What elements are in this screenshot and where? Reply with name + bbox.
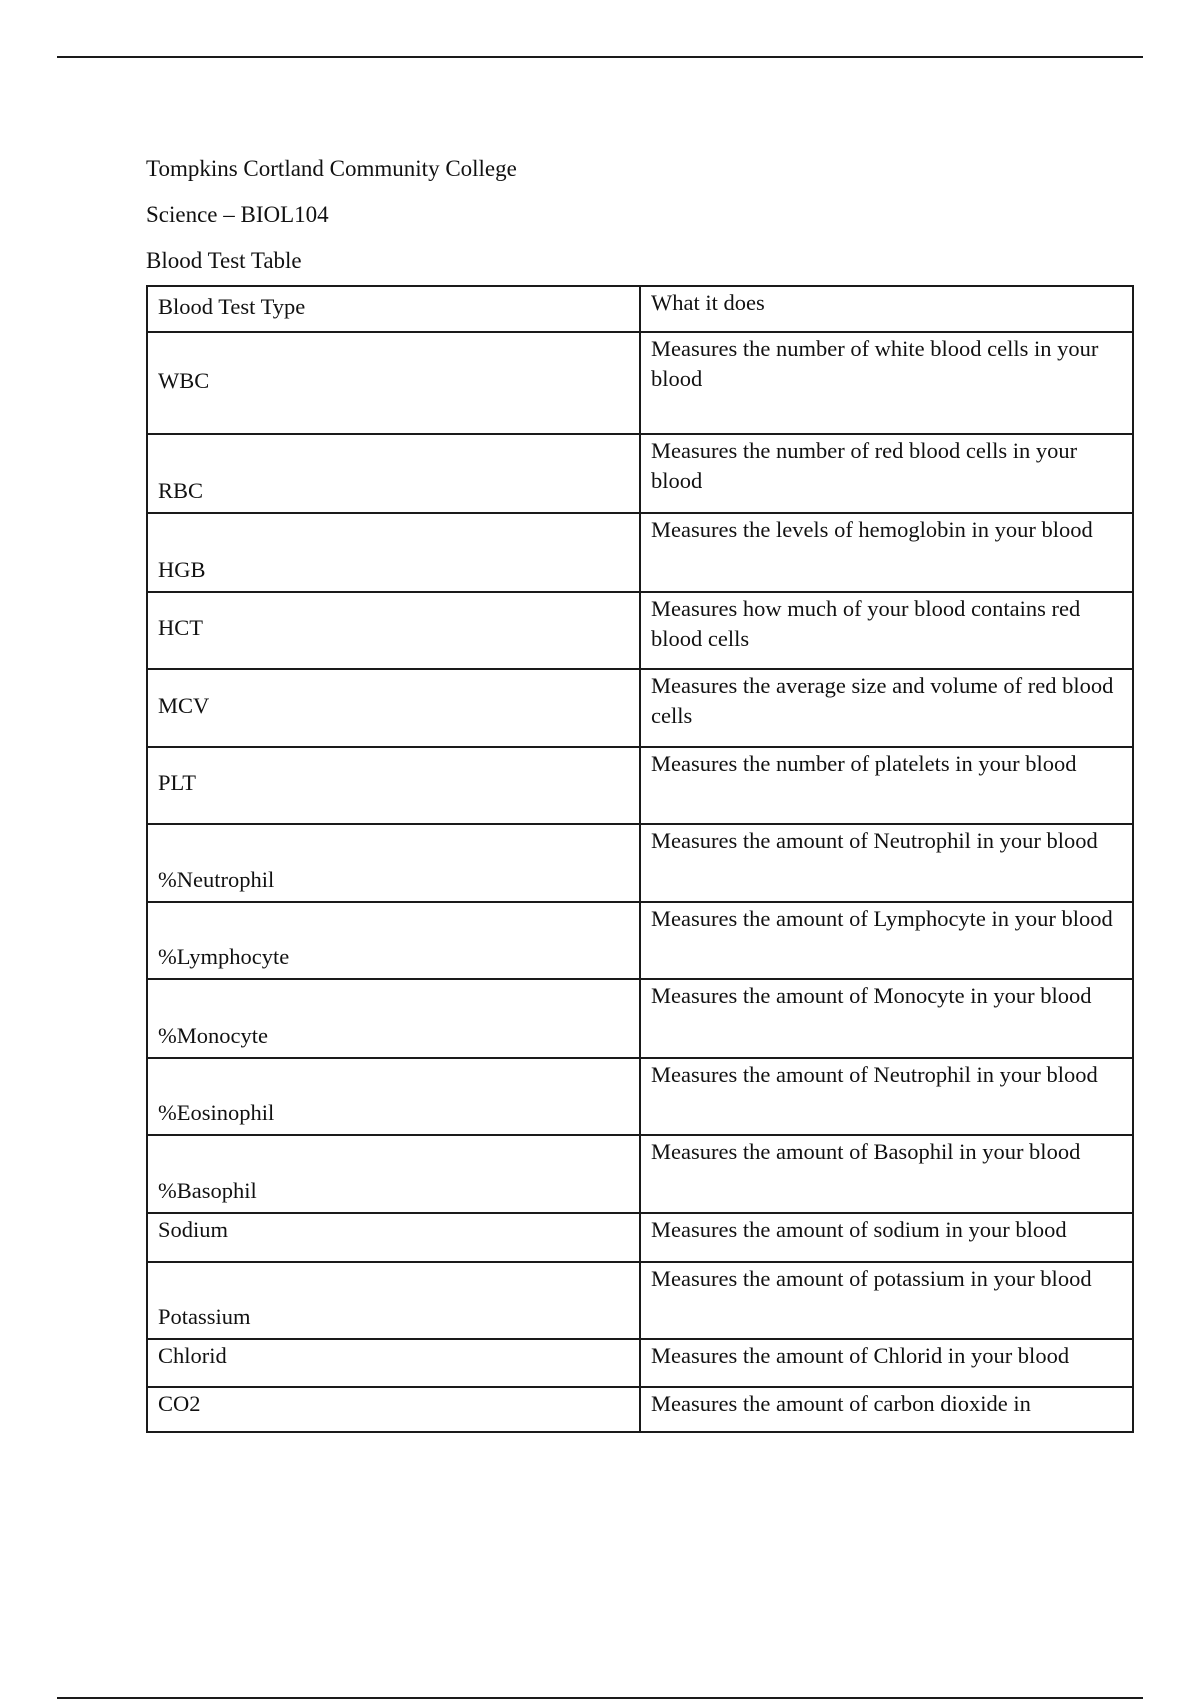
table-row bbox=[147, 824, 1133, 902]
test-type-cell bbox=[147, 434, 640, 513]
test-type-cell bbox=[147, 1058, 640, 1135]
table-row bbox=[147, 1339, 1133, 1387]
top-rule bbox=[57, 56, 1143, 58]
course-name: Science – BIOL104 bbox=[146, 202, 329, 227]
column-header-description: What it does bbox=[640, 286, 1133, 332]
test-type-label: %Lymphocyte bbox=[158, 944, 290, 969]
table-row bbox=[147, 1135, 1133, 1213]
column-header-test-type: Blood Test Type bbox=[147, 286, 640, 332]
test-type-label: %Eosinophil bbox=[158, 1100, 275, 1125]
test-description-cell: Measures the number of red blood cells in your blood bbox=[640, 434, 1133, 513]
test-description-cell: Measures the levels of hemoglobin in your blood bbox=[640, 513, 1133, 592]
bottom-rule bbox=[57, 1697, 1143, 1699]
table-row bbox=[147, 979, 1133, 1058]
table-row bbox=[147, 592, 1133, 669]
test-description-cell: Measures the amount of Neutrophil in your blood bbox=[640, 1058, 1133, 1135]
test-description-cell: Measures how much of your blood contains red blood cells bbox=[640, 592, 1133, 669]
test-type-label: MCV bbox=[158, 692, 210, 718]
table-row bbox=[147, 434, 1133, 513]
test-description-cell: Measures the amount of Lymphocyte in your blood bbox=[640, 902, 1133, 979]
test-description-cell: Measures the amount of Monocyte in your blood bbox=[640, 979, 1133, 1058]
table-row bbox=[147, 669, 1133, 747]
test-type-label: PLT bbox=[158, 770, 196, 795]
test-description-cell: Measures the amount of potassium in your blood bbox=[640, 1262, 1133, 1339]
test-type-cell bbox=[147, 332, 640, 434]
test-type-cell bbox=[147, 513, 640, 592]
test-type-cell bbox=[147, 824, 640, 902]
test-description-cell: Measures the amount of sodium in your blood bbox=[640, 1213, 1133, 1262]
test-type-cell bbox=[147, 747, 640, 824]
test-type-label: %Monocyte bbox=[158, 1023, 268, 1048]
test-description-cell: Measures the number of platelets in your blood bbox=[640, 747, 1133, 824]
test-type-label: Sodium bbox=[158, 1217, 229, 1242]
table-row bbox=[147, 747, 1133, 824]
institution-name: Tompkins Cortland Community College bbox=[146, 156, 517, 181]
table-row bbox=[147, 1387, 1133, 1432]
test-type-cell bbox=[147, 1135, 640, 1213]
document-title: Blood Test Table bbox=[146, 248, 302, 273]
test-type-label: %Basophil bbox=[158, 1178, 257, 1203]
test-type-label: WBC bbox=[158, 367, 210, 393]
test-type-label: CO2 bbox=[158, 1391, 201, 1416]
test-description-cell: Measures the amount of Neutrophil in your blood bbox=[640, 824, 1133, 902]
test-type-label: Potassium bbox=[158, 1304, 251, 1329]
test-type-cell bbox=[147, 1213, 640, 1262]
table-row bbox=[147, 1213, 1133, 1262]
test-type-label: %Neutrophil bbox=[158, 867, 275, 892]
test-type-label: Chlorid bbox=[158, 1343, 227, 1368]
test-type-label: HCT bbox=[158, 615, 203, 640]
table-header-row bbox=[147, 286, 1133, 332]
test-type-cell bbox=[147, 902, 640, 979]
test-type-cell bbox=[147, 669, 640, 747]
test-description-cell: Measures the amount of Basophil in your blood bbox=[640, 1135, 1133, 1213]
test-type-label: RBC bbox=[158, 478, 204, 503]
test-description-cell: Measures the amount of Chlorid in your blood bbox=[640, 1339, 1133, 1387]
table-row bbox=[147, 332, 1133, 434]
table-row bbox=[147, 1262, 1133, 1339]
document-header bbox=[146, 146, 517, 284]
test-description-cell: Measures the number of white blood cells in your blood bbox=[640, 332, 1133, 434]
test-type-cell bbox=[147, 979, 640, 1058]
table-row bbox=[147, 1058, 1133, 1135]
test-type-label: HGB bbox=[158, 557, 206, 582]
test-type-cell bbox=[147, 1262, 640, 1339]
test-type-cell bbox=[147, 592, 640, 669]
blood-test-table bbox=[146, 285, 1134, 1433]
test-type-cell bbox=[147, 1387, 640, 1432]
table-row bbox=[147, 902, 1133, 979]
test-description-cell: Measures the amount of carbon dioxide in bbox=[640, 1387, 1133, 1432]
table-row bbox=[147, 513, 1133, 592]
test-description-cell: Measures the average size and volume of red blood cells bbox=[640, 669, 1133, 747]
test-type-cell bbox=[147, 1339, 640, 1387]
